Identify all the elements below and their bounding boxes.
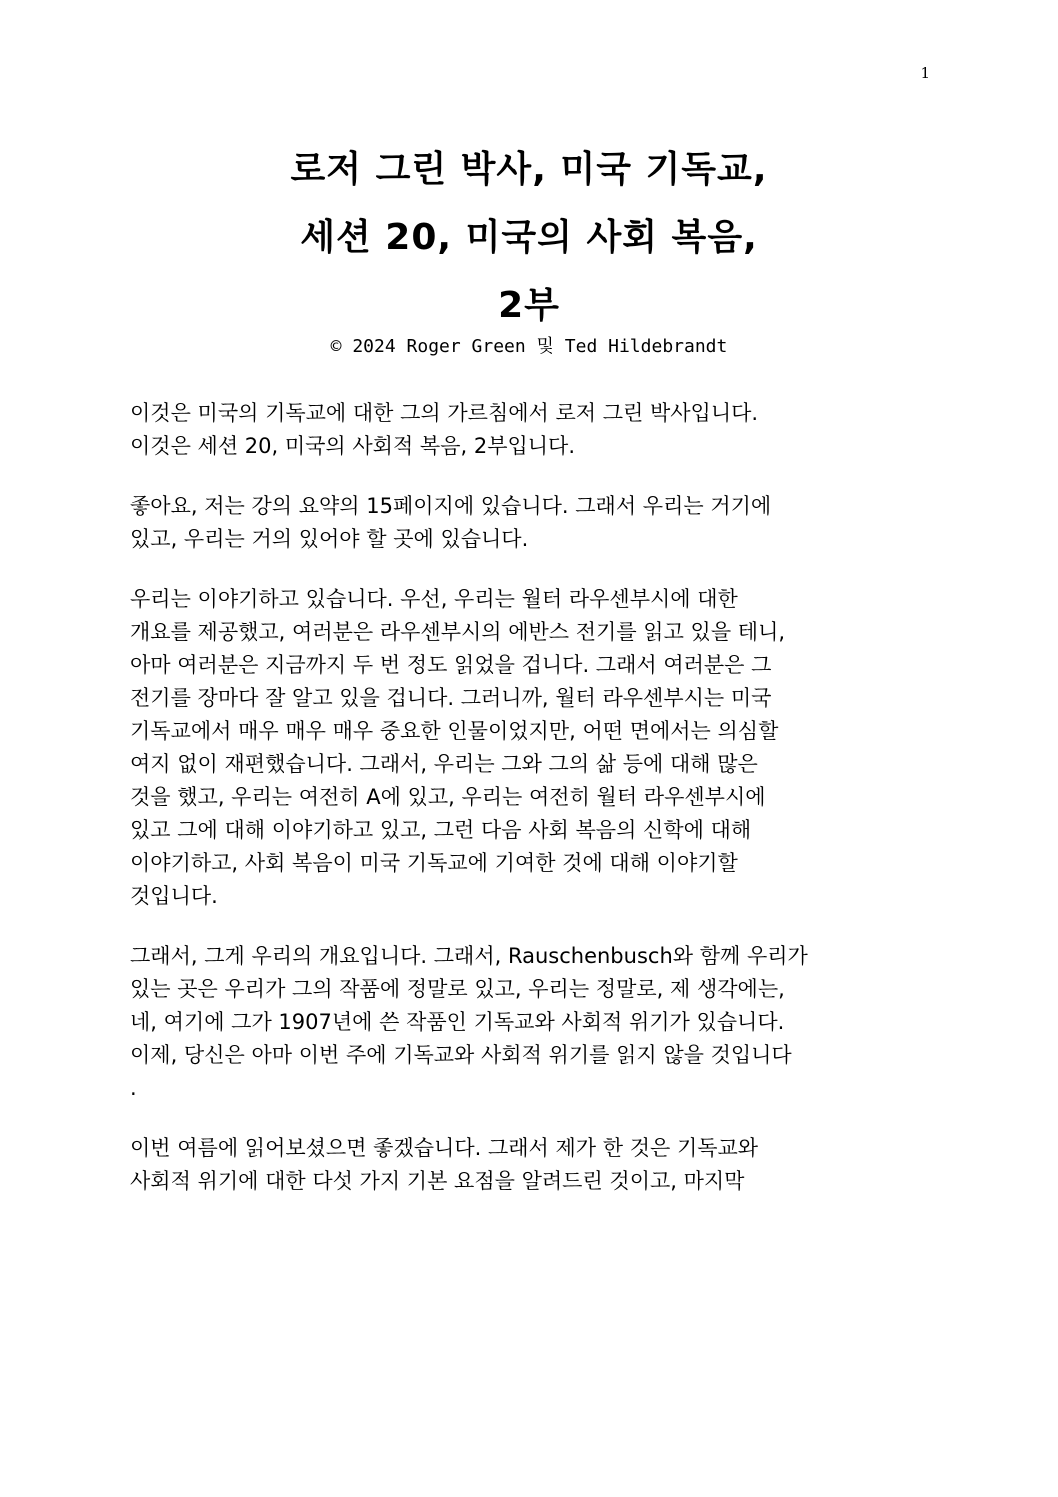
title-line: 로저 그린 박사, 미국 기독교,	[290, 149, 768, 190]
copyright-notice: © 2024 Roger Green 및 Ted Hildebrandt	[330, 336, 728, 357]
text-line: .	[130, 1076, 137, 1100]
text-line: 있는 곳은 우리가 그의 작품에 정말로 있고, 우리는 정말로, 제 생각에는,	[130, 977, 785, 1001]
text-line: 그래서, 그게 우리의 개요입니다. 그래서, Rauschenbusch와 함께 우리가	[130, 944, 808, 968]
text-line: 사회적 위기에 대한 다섯 가지 기본 요점을 알려드린 것이고, 마지막	[130, 1169, 745, 1193]
text-line: 전기를 장마다 잘 알고 있을 겁니다. 그러니까, 월터 라우센부시는 미국	[130, 686, 772, 710]
document-title	[0, 136, 1058, 340]
text-line: 이것은 미국의 기독교에 대한 그의 가르침에서 로저 그린 박사입니다.	[130, 401, 759, 425]
text-line: 이제, 당신은 아마 이번 주에 기독교와 사회적 위기를 읽지 않을 것입니다	[130, 1043, 792, 1067]
text-line: 있고, 우리는 거의 있어야 할 곳에 있습니다.	[130, 527, 529, 551]
paragraph-2	[130, 490, 930, 556]
text-line: 여지 없이 재편했습니다. 그래서, 우리는 그와 그의 삶 등에 대해 많은	[130, 752, 758, 776]
text-line: 아마 여러분은 지금까지 두 번 정도 읽었을 겁니다. 그래서 여러분은 그	[130, 653, 772, 677]
paragraph-1	[130, 397, 930, 463]
transcript-body	[130, 397, 930, 1225]
text-line: 있고 그에 대해 이야기하고 있고, 그런 다음 사회 복음의 신학에 대해	[130, 818, 752, 842]
paragraph-3	[130, 583, 930, 913]
text-line: 개요를 제공했고, 여러분은 라우센부시의 에반스 전기를 읽고 있을 테니,	[130, 620, 786, 644]
text-line: 이것은 세션 20, 미국의 사회적 복음, 2부입니다.	[130, 434, 576, 458]
text-line: 기독교에서 매우 매우 매우 중요한 인물이었지만, 어떤 면에서는 의심할	[130, 719, 779, 743]
title-line: 세션 20, 미국의 사회 복음,	[300, 217, 758, 258]
text-line: 이번 여름에 읽어보셨으면 좋겠습니다. 그래서 제가 한 것은 기독교와	[130, 1136, 759, 1160]
text-line: 네, 여기에 그가 1907년에 쓴 작품인 기독교와 사회적 위기가 있습니다.	[130, 1010, 785, 1034]
text-line: 좋아요, 저는 강의 요약의 15페이지에 있습니다. 그래서 우리는 거기에	[130, 494, 772, 518]
text-line: 것입니다.	[130, 884, 218, 908]
title-line: 2부	[498, 285, 560, 326]
page-number: 1	[920, 64, 930, 82]
text-line: 것을 했고, 우리는 여전히 A에 있고, 우리는 여전히 월터 라우센부시에	[130, 785, 766, 809]
text-line: 우리는 이야기하고 있습니다. 우선, 우리는 월터 라우센부시에 대한	[130, 587, 738, 611]
paragraph-5	[130, 1132, 930, 1198]
text-line: 이야기하고, 사회 복음이 미국 기독교에 기여한 것에 대해 이야기할	[130, 851, 738, 875]
paragraph-4	[130, 940, 930, 1105]
